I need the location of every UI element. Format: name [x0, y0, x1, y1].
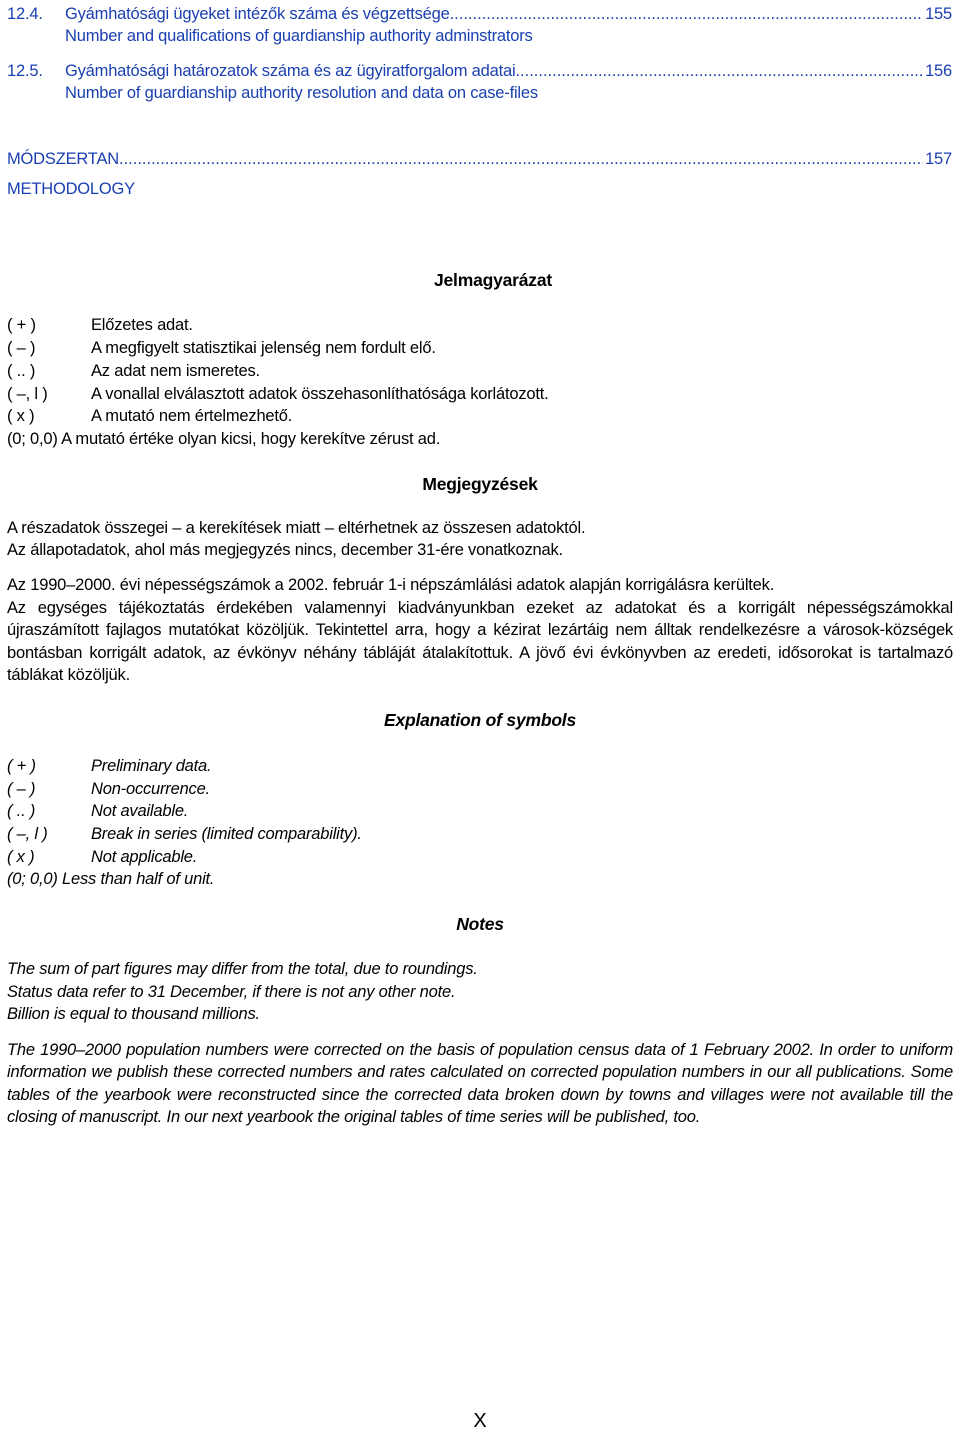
zero-symbol-line: (0; 0,0) Less than half of unit. — [7, 870, 215, 888]
zero-symbol-line: (0; 0,0) A mutató értéke olyan kicsi, hogy kerekítve zérust ad. — [7, 430, 441, 448]
toc-title-en[interactable]: METHODOLOGY — [7, 180, 135, 198]
symbol-description: Non-occurrence. — [91, 780, 210, 798]
toc-page: 157 — [925, 150, 952, 168]
symbol-description: A megfigyelt statisztikai jelenség nem fordult elő. — [91, 339, 436, 357]
symbol: ( –, l ) — [7, 385, 48, 403]
page-number: X — [473, 1410, 487, 1432]
toc-leader-dots — [450, 5, 923, 24]
symbol: ( .. ) — [7, 362, 36, 380]
toc-leader-dots — [119, 150, 923, 169]
toc-page: 156 — [925, 62, 952, 80]
toc-title-en[interactable]: Number of guardianship authority resolution and data on case-files — [65, 84, 538, 102]
notes-heading-hu: Megjegyzések — [422, 474, 538, 494]
symbol: ( + ) — [7, 757, 36, 775]
note-line: Az 1990–2000. évi népességszámok a 2002. február 1-i népszámlálási adatok alapján korrigálásra kerültek. — [7, 576, 775, 594]
symbol-description: Not available. — [91, 802, 189, 820]
toc-entry-12-4[interactable] — [65, 5, 952, 24]
symbol: ( – ) — [7, 339, 36, 357]
legend-heading-hu: Jelmagyarázat — [433, 270, 553, 290]
toc-entry-methodology[interactable] — [7, 150, 952, 169]
note-line: A részadatok összegei – a kerekítések miatt – eltérhetnek az összesen adatoktól. — [7, 519, 586, 537]
note-line: Billion is equal to thousand millions. — [7, 1005, 260, 1023]
symbol: ( + ) — [7, 316, 36, 334]
note-line: Status data refer to 31 December, if there is not any other note. — [7, 983, 456, 1001]
symbol-description: Az adat nem ismeretes. — [91, 362, 260, 380]
symbol-description: Preliminary data. — [91, 757, 212, 775]
note-line: The sum of part figures may differ from the total, due to roundings. — [7, 960, 478, 978]
legend-heading-en: Explanation of symbols — [383, 710, 577, 730]
symbol-description: Előzetes adat. — [91, 316, 193, 334]
note-paragraph: Az egységes tájékoztatás érdekében valamennyi kiadványunkban ezeket az adatokat és a korrigált népességszámokkal újraszámított fajlagos mutatókat közöljük. Tekintettel arra, hogy a kézirat lezártáig nem álltak rendelkezésre a városok-községek bontásban korrigált adatok, az évkönyv néhány tábláját átalakítottuk. A jövő évi évkönyvben az eredeti, idősorokat is tartalmazó táblákat közöljük. — [7, 599, 953, 685]
symbol: ( x ) — [7, 407, 35, 425]
symbol-description: A vonallal elválasztott adatok összehasonlíthatósága korlátozott. — [91, 385, 549, 403]
symbol: ( x ) — [7, 848, 35, 866]
toc-number: 12.4. — [7, 5, 43, 23]
toc-page: 155 — [925, 5, 952, 23]
toc-entry-12-5[interactable] — [65, 62, 952, 81]
toc-title-hu: Gyámhatósági határozatok száma és az ügyiratforgalom adatai — [65, 62, 516, 80]
notes-heading-en: Notes — [456, 914, 504, 934]
symbol-description: Break in series (limited comparability). — [91, 825, 362, 843]
symbol: ( –, l ) — [7, 825, 48, 843]
toc-title-hu: MÓDSZERTAN — [7, 150, 119, 168]
symbol-description: Not applicable. — [91, 848, 198, 866]
note-paragraph: The 1990–2000 population numbers were corrected on the basis of population census data of 1 February 2002. In order to uniform information we publish these corrected numbers and rates calculated on corrected population numbers in our all publications. Some tables of the yearbook were reconstructed since the corrected data broken down by towns and villages were not available till the closing of manuscript. In our next yearbook the original tables of time series will be published, too. — [7, 1041, 953, 1127]
toc-title-hu: Gyámhatósági ügyeket intézők száma és végzettsége — [65, 5, 450, 23]
symbol: ( .. ) — [7, 802, 36, 820]
note-line: Az állapotadatok, ahol más megjegyzés nincs, december 31-ére vonatkoznak. — [7, 541, 563, 559]
toc-number: 12.5. — [7, 62, 43, 80]
toc-leader-dots — [515, 62, 923, 81]
symbol-description: A mutató nem értelmezhető. — [91, 407, 293, 425]
toc-title-en[interactable]: Number and qualifications of guardianship authority adminstrators — [65, 27, 533, 45]
symbol: ( – ) — [7, 780, 36, 798]
